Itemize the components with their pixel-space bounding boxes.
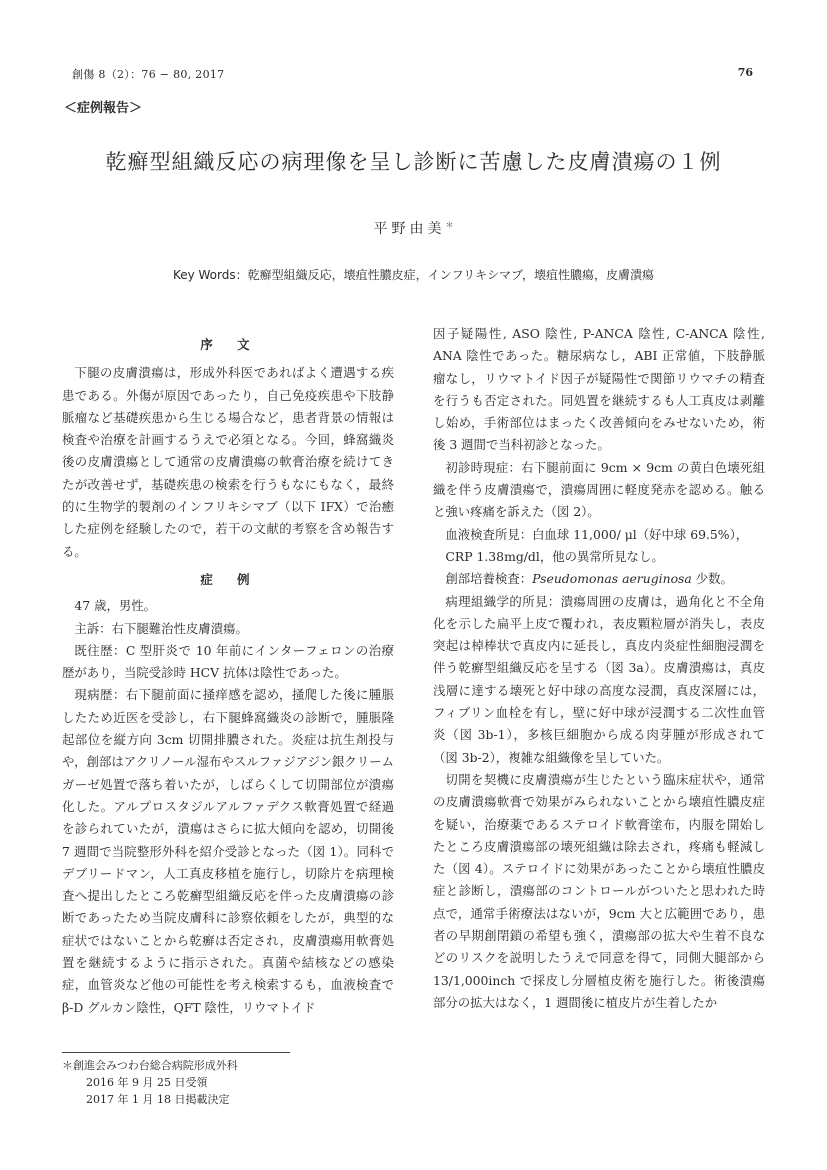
intro-paragraph: 下腿の皮膚潰瘍は，形成外科医であればよく遭遇する疾患である。外傷が原因であったり，自己免疫疾患や下肢静脈瘤など基礎疾患から生じる場合など，患者背景の情報は検査や治療を計画するうえで必須となる。今回，蜂窩織炎後の皮膚潰瘍として通常の皮膚潰瘍の軟膏治療を続けてきたが改善せず，基礎疾患の検索を行うもなにもなく，最終的に生物学的製剤のインフリキシマブ（以下 IFX）で治癒した症例を経験したので，若干の文献的考察を含め報告する。 [62,365,394,559]
blood-test-line-2: CRP 1.38mg/dl，他の異常所見なし。 [445,548,664,564]
journal-citation: 創傷 8（2）：76 − 80, 2017 [72,68,225,81]
blood-test-line-1: 血液検査所見：白血球 11,000/ μl（好中球 69.5%）， [445,526,749,542]
author-name: 平野由美 [373,221,446,237]
case-past-history: 既往歴：C 型肝炎で 10 年前にインターフェロンの治療歴があり，当院受診時 HCV 抗体は陰性であった。 [62,642,394,681]
footnote-affiliation: ＊創進会みつわ台総合病院形成外科 [62,1059,238,1072]
keywords: Key Words：乾癬型組織反応，壊疽性膿皮症，インフリキシマブ，壊疽性膿瘍，皮膚潰瘍 [172,268,655,282]
article-title: 乾癬型組織反応の病理像を呈し診断に苦慮した皮膚潰瘍の１例 [105,150,722,174]
section-heading-case: 症 例 [200,571,256,587]
initial-findings: 初診時現症：右下腿前面に 9cm × 9cm の黄白色壊死組織を伴う皮膚潰瘍で，潰瘍周囲に軽度発赤を認める。触ると強い疼痛を訴えた（図 2）。 [433,459,765,520]
page-number: 76 [737,66,753,79]
right-column [433,323,765,1014]
footnote [62,1057,238,1108]
left-column [62,326,394,1019]
clinical-course: 切開を契機に皮膚潰瘍が生じたという臨床症状や，通常の皮膚潰瘍軟膏で効果がみられないことから壊疽性膿皮症を疑い，治療薬であるステロイド軟膏塗布，内服を開始したところ皮膚潰瘍部の壊死組織は除去され，疼痛も軽減した（図 4）。ステロイドに効果があったことから壊疽性膿皮症と診断し，潰瘍部のコントロールがついたと思われた時点で，通常手術療法はないが，9cm 大と広範囲であり，患者の早期創閉鎖の希望も強く，潰瘍部の拡大や生着不良などのリスクを説明したうえで同意を得て，同側大腿部から 13/1,000inch で採皮し分層植皮術を施行した。術後潰瘍部分の拡大はなく，1 週間後に植皮片が生着したか [433,771,765,1010]
section-heading-introduction: 序 文 [200,337,256,352]
histology-findings: 病理組織学的所見：潰瘍周囲の皮膚は，過角化と不全角化を示した扁平上皮で覆われ，表皮顆粒層が消失し，表皮突起は棹棒状で真皮内に延長し，真皮内炎症性細胞浸潤を伴う乾癬型組織反応を呈する（図 3a）。皮膚潰瘍は，真皮浅層に達する壊死と好中球の高度な浸潤，真皮深層には，フィブリン血栓を有し，壁に好中球が浸潤する二次性血管炎（図 3b-1），多核巨細胞から成る肉芽腫が形成されて（図 3b-2），複雑な組織像を呈していた。 [433,593,765,765]
footnote-received: 2016 年 9 月 25 日受領 [86,1076,208,1089]
case-chief-complaint: 主訴：右下腿難治性皮膚潰瘍。 [74,620,248,636]
footnote-accepted: 2017 年 1 月 18 日掲載決定 [86,1093,230,1106]
culture-suffix: 少数。 [691,571,733,587]
author [0,218,827,238]
culture-organism: Pseudomonas aeruginosa [532,571,692,587]
culture-label: 創部培養検査： [445,571,533,587]
author-affiliation-mark: ＊ [445,220,454,230]
case-age-sex: 47 歳，男性。 [74,598,157,614]
case-present-illness: 現病歴：右下腿前面に掻痒感を認め，掻爬した後に腫脹したため近医を受診し，右下腿蜂窩織炎の診断で，腫脹隆起部位を縦方向 3cm 切開排膿された。炎症は抗生剤投与や，創部はアクリノール湿布やスルファジアジン銀クリームガーゼ処置で落ち着いたが，しばらくして切開部位が潰瘍化した。アルプロスタジルアルファデクス軟膏処置で経過を診られていたが，潰瘍はさらに拡大傾向を認め，切開後 7 週間で当院整形外科を紹介受診となった（図 1）。同科でデブリードマン，人工真皮移植を施行し，切除片を病理検査へ提出したところ乾癬型組織反応を伴った皮膚潰瘍の診断であったため当院皮膚科に診察依頼をしたが，典型的な症状ではないことから乾癬は否定され，皮膚潰瘍用軟膏処置を継続するように指示された。真菌や結核などの感染症，血管炎など他の可能性を考え検索するも，血液検査で β-D グルカン陰性，QFT 陰性，リウマトイド [62,687,394,1015]
continued-paragraph: 因子疑陽性, ASO 陰性, P-ANCA 陰性, C-ANCA 陰性, ANA 陰性であった。糖尿病なし，ABI 正常値，下肢静脈瘤なし，リウマトイド因子が疑陽性で関節リウマチの精査を行うも否定された。同処置を継続するも人工真皮は剥離し始め，手術部位はまったく改善傾向をみせないため，術後 3 週間で当科初診となった。 [433,326,765,453]
footnote-divider [62,1052,290,1053]
culture-result [433,568,765,590]
article-category: ＜症例報告＞ [64,101,143,116]
